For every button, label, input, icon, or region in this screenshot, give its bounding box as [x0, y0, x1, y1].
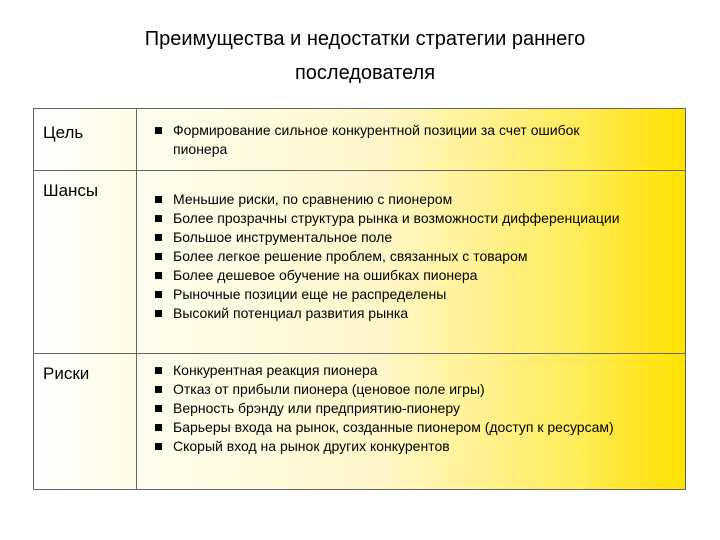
list-item: Высокий потенциал развития рынка: [155, 304, 635, 323]
label-goal: Цель: [43, 123, 84, 142]
row-goal: [34, 109, 685, 171]
label-cell-chances: [34, 171, 137, 353]
goal-list: [155, 121, 625, 159]
bullet-square-icon: [155, 424, 162, 431]
row-risks: [34, 354, 685, 489]
comparison-table: [33, 108, 686, 490]
list-item: Верность брэнду или предприятию-пионеру: [155, 399, 645, 418]
list-item: Скорый вход на рынок других конкурентов: [155, 437, 645, 456]
row-chances: [34, 171, 685, 354]
list-item: Более дешевое обучение на ошибках пионера: [155, 266, 635, 285]
bullet-square-icon: [155, 405, 162, 412]
list-item: Меньшие риски, по сравнению с пионером: [155, 190, 635, 209]
content-cell-risks: [137, 354, 685, 489]
list-item: Большое инструментальное поле: [155, 228, 635, 247]
bullet-square-icon: [155, 291, 162, 298]
label-cell-goal: [34, 109, 137, 170]
slide-title: [60, 22, 670, 90]
list-item: Более легкое решение проблем, связанных с товаром: [155, 247, 635, 266]
label-cell-risks: [34, 354, 137, 489]
list-item: Рыночные позиции еще не распределены: [155, 285, 635, 304]
list-item: Формирование сильное конкурентной позиции за счет ошибок пионера: [155, 121, 625, 159]
label-chances: Шансы: [43, 181, 99, 200]
bullet-square-icon: [155, 127, 162, 134]
list-item: Барьеры входа на рынок, созданные пионером (доступ к ресурсам): [155, 418, 645, 437]
bullet-square-icon: [155, 443, 162, 450]
bullet-square-icon: [155, 253, 162, 260]
list-item: Конкурентная реакция пионера: [155, 361, 645, 380]
bullet-square-icon: [155, 367, 162, 374]
content-cell-chances: [137, 171, 685, 353]
risks-list: [155, 361, 645, 456]
title-line-2: последователя: [294, 62, 436, 84]
title-line-1: Преимущества и недостатки стратегии раннего: [144, 28, 586, 50]
label-risks: Риски: [43, 364, 90, 383]
chances-list: [155, 190, 635, 323]
list-item: Отказ от прибыли пионера (ценовое поле игры): [155, 380, 645, 399]
bullet-square-icon: [155, 234, 162, 241]
bullet-square-icon: [155, 196, 162, 203]
list-item: Более прозрачны структура рынка и возможности дифференциации: [155, 209, 635, 228]
bullet-square-icon: [155, 272, 162, 279]
bullet-square-icon: [155, 310, 162, 317]
content-cell-goal: [137, 109, 685, 170]
bullet-square-icon: [155, 215, 162, 222]
bullet-square-icon: [155, 386, 162, 393]
